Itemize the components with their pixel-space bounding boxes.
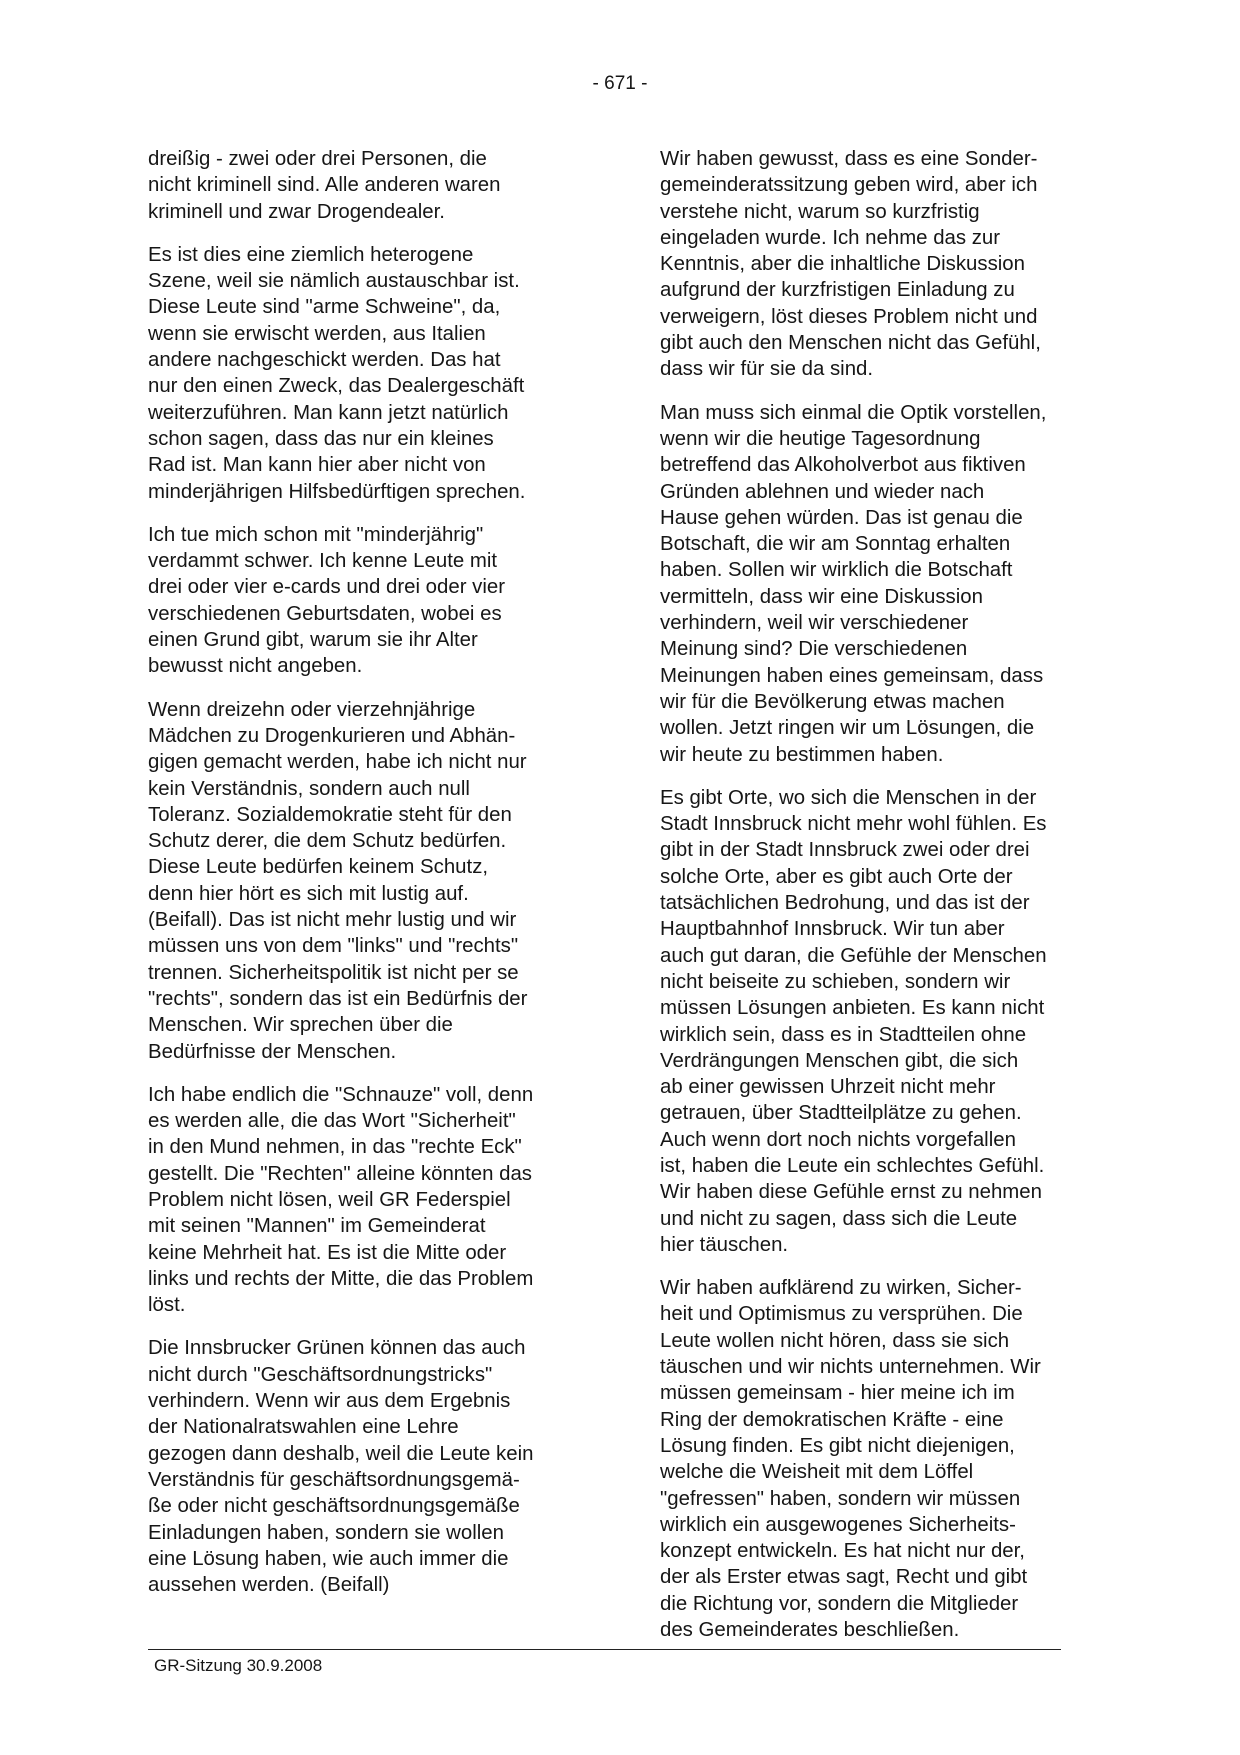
footer-divider <box>148 1649 1061 1650</box>
paragraph: dreißig - zwei oder drei Personen, die nicht kriminell sind. Alle anderen waren kriminell und zwar Drogendealer. <box>148 148 501 223</box>
paragraph: Man muss sich einmal die Optik vorstellen, wenn wir die heutige Tagesordnung betreffend das Alkoholverbot aus fiktiven Gründen ablehnen und wieder nach Hause gehen würden. Das ist genau die Botschaft, die wir am Sonntag erhalten haben. Sollen wir wirklich die Botschaft vermitteln, dass wir eine Diskussion verhindern, weil wir verschiedener Meinung sind? Die verschiedenen Meinungen haben eines gemeinsam, dass wir für die Bevölkerung etwas machen wollen. Jetzt ringen wir um Lösungen, die wir heute zu bestimmen haben. <box>660 401 1047 766</box>
paragraph: Es gibt Orte, wo sich die Menschen in der Stadt Innsbruck nicht mehr wohl fühlen. Es gibt in der Stadt Innsbruck zwei oder drei solche Orte, aber es gibt auch Orte der tatsächlichen Bedrohung, und das ist der Hauptbahnhof Innsbruck. Wir tun aber auch gut daran, die Gefühle der Menschen nicht beiseite zu schieben, sondern wir müssen Lösungen anbieten. Es kann nicht wirklich sein, dass es in Stadtteilen ohne Verdrängungen Menschen gibt, die sich ab einer gewissen Uhrzeit nicht mehr getrauen, über Stadtteilplätze zu gehen. Auch wenn dort noch nichts vorgefallen ist, haben die Leute ein schlechtes Gefühl. Wir haben diese Gefühle ernst zu nehmen und nicht zu sagen, dass sich die Leute hier täuschen. <box>660 786 1047 1256</box>
paragraph: Die Innsbrucker Grünen können das auch nicht durch "Geschäftsordnungstricks" verhindern. Wenn wir aus dem Ergebnis der Nationalratswahlen eine Lehre gezogen dann deshalb, weil die Leute kein Verständnis für geschäftsordnungsgemä- ße oder nicht geschäftsordnungsgemäße Einladungen haben, sondern sie wollen eine Lösung haben, wie auch immer die aussehen werden. (Beifall) <box>148 1337 534 1597</box>
paragraph: Es ist dies eine ziemlich heterogene Szene, weil sie nämlich austauschbar ist. Diese Leute sind "arme Schweine", da, wenn sie erwischt werden, aus Italien andere nachgeschickt werden. Das hat nur den einen Zweck, das Dealergeschäft weiterzuführen. Man kann jetzt natürlich schon sagen, dass das nur ein kleines Rad ist. Man kann hier aber nicht von minderjährigen Hilfsbedürftigen sprechen. <box>148 243 526 503</box>
footer-session-date: GR-Sitzung 30.9.2008 <box>154 1656 323 1675</box>
paragraph: Wenn dreizehn oder vierzehnjährige Mädchen zu Drogenkurieren und Abhän- gigen gemacht werden, habe ich nicht nur kein Verständnis, sondern auch null Toleranz. Sozialdemokratie steht für den Schutz derer, die dem Schutz bedürfen. Diese Leute bedürfen keinem Schutz, denn hier hört es sich mit lustig auf. (Beifall). Das ist nicht mehr lustig und wir müssen uns von dem "links" und "rechts" trennen. Sicherheitspolitik ist nicht per se "rechts", sondern das ist ein Bedürfnis der Menschen. Wir sprechen über die Bedürfnisse der Menschen. <box>148 698 528 1063</box>
paragraph: Ich tue mich schon mit "minderjährig" verdammt schwer. Ich kenne Leute mit drei oder vier e-cards und drei oder vier verschiedenen Geburtsdaten, wobei es einen Grund gibt, warum sie ihr Alter bewusst nicht angeben. <box>148 523 506 678</box>
paragraph: Ich habe endlich die "Schnauze" voll, denn es werden alle, die das Wort "Sicherheit" in den Mund nehmen, in das "rechte Eck" gestellt. Die "Rechten" alleine könnten das Problem nicht lösen, weil GR Federspiel mit seinen "Mannen" im Gemeinderat keine Mehrheit hat. Es ist die Mitte oder links und rechts der Mitte, die das Problem löst. <box>148 1083 534 1317</box>
right-column <box>660 146 1104 1660</box>
paragraph: Wir haben aufklärend zu wirken, Sicher- heit und Optimismus zu versprühen. Die Leute wollen nicht hören, dass sie sich täuschen und wir nichts unternehmen. Wir müssen gemeinsam - hier meine ich im Ring der demokratischen Kräfte - eine Lösung finden. Es gibt nicht diejenigen, welche die Weisheit mit dem Löffel "gefressen" haben, sondern wir müssen wirklich ein ausgewogenes Sicherheits- konzept entwickeln. Es hat nicht nur der, der als Erster etwas sagt, Recht und gibt die Richtung vor, sondern die Mitglieder des Gemeinderates beschließen. <box>660 1277 1041 1642</box>
paragraph: Wir haben gewusst, dass es eine Sonder- gemeinderatssitzung geben wird, aber ich verstehe nicht, warum so kurzfristig eingeladen wurde. Ich nehme das zur Kenntnis, aber die inhaltliche Diskussion aufgrund der kurzfristigen Einladung zu verweigern, löst dieses Problem nicht und gibt auch den Menschen nicht das Gefühl, dass wir für sie da sind. <box>660 148 1041 381</box>
page-number: - 671 - <box>592 73 648 94</box>
left-column <box>148 146 588 1615</box>
